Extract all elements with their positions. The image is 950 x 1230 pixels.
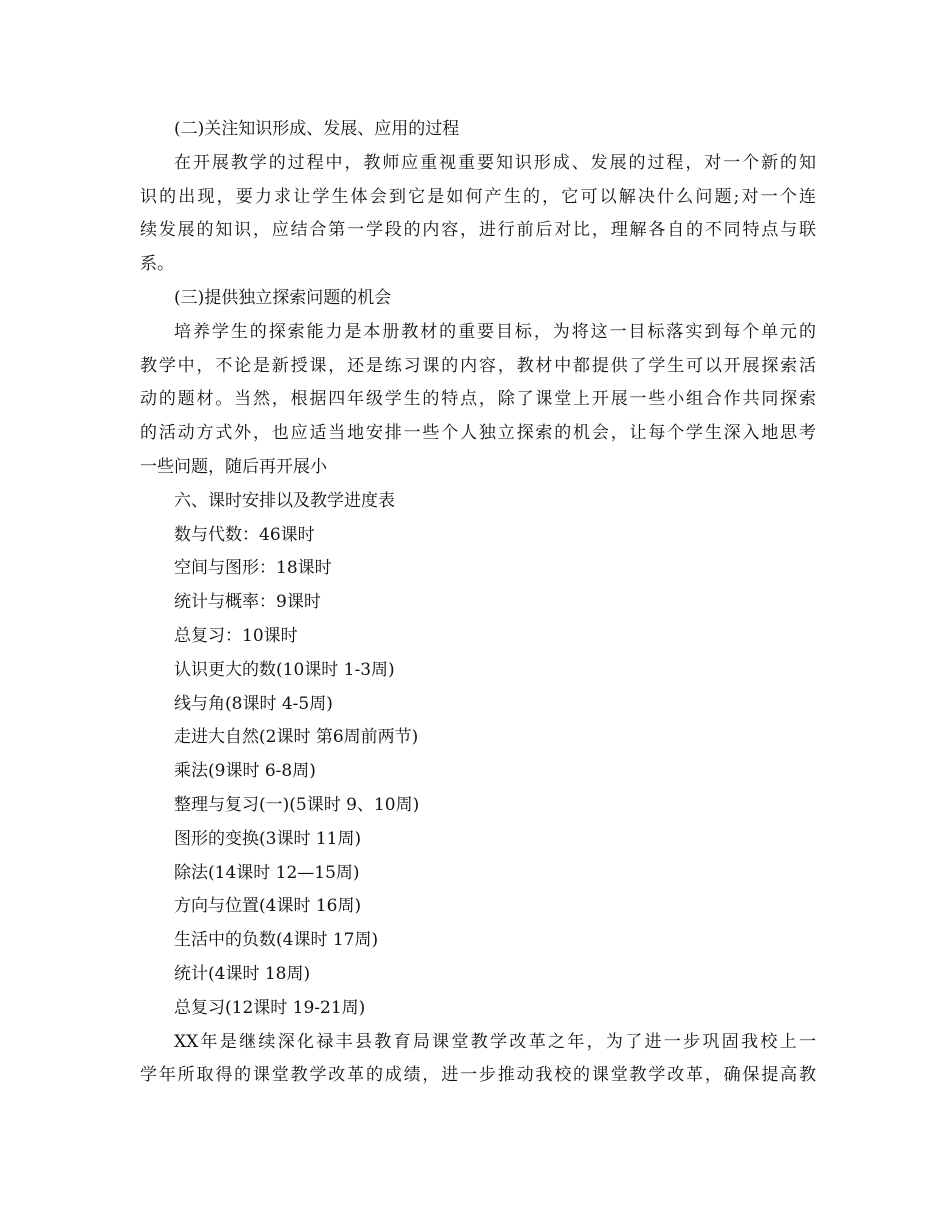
schedule-item: 统计与概率：9课时 <box>174 592 321 613</box>
paragraph-line: 识的出现，要力求让学生体会到它是如何产生的，它可以解决什么问题;对一个连 <box>140 186 816 207</box>
paragraph-line: 系。 <box>140 254 174 275</box>
schedule-item: 总复习：10课时 <box>174 625 298 646</box>
paragraph-line: 教学中，不论是新授课，还是练习课的内容，教材中都提供了学生可以开展探索活 <box>140 355 816 376</box>
paragraph-line: 培养学生的探索能力是本册教材的重要目标，为将这一目标落实到每个单元的 <box>174 321 816 342</box>
schedule-item: 乘法(9课时 6-8周) <box>174 761 316 782</box>
schedule-item: 认识更大的数(10课时 1-3周) <box>174 659 395 680</box>
schedule-item: 整理与复习(一)(5课时 9、10周) <box>174 794 420 815</box>
schedule-item: 总复习(12课时 19-21周) <box>174 997 366 1018</box>
schedule-list <box>140 519 816 1026</box>
paragraph-line: 续发展的知识，应结合第一学段的内容，进行前后对比，理解各自的不同特点与联 <box>140 220 816 241</box>
paragraph-line: 的活动方式外，也应适当地安排一些个人独立探索的机会，让每个学生深入地思考 <box>140 423 816 444</box>
section-six-heading: 六、课时安排以及教学进度表 <box>174 490 395 511</box>
section-three-paragraph <box>140 316 816 485</box>
paragraph-line: 动的题材。当然，根据四年级学生的特点，除了课堂上开展一些小组合作共同探索 <box>140 389 816 410</box>
section-two-paragraph <box>140 147 816 282</box>
schedule-item: 生活中的负数(4课时 17周) <box>174 930 379 951</box>
section-three-heading: (三)提供独立探索问题的机会 <box>174 287 392 308</box>
section-two-heading: (二)关注知识形成、发展、应用的过程 <box>174 119 460 139</box>
paragraph-line: 学年所取得的课堂教学改革的成绩，进一步推动我校的课堂教学改革，确保提高教 <box>140 1065 816 1086</box>
schedule-item: 走进大自然(2课时 第6周前两节) <box>174 727 419 748</box>
paragraph-line: 在开展教学的过程中，教师应重视重要知识形成、发展的过程，对一个新的知 <box>174 152 816 173</box>
schedule-item: 线与角(8课时 4-5周) <box>174 693 333 714</box>
schedule-item: 数与代数：46课时 <box>174 524 315 545</box>
schedule-item: 除法(14课时 12—15周) <box>174 862 360 883</box>
paragraph-line: 一些问题，随后再开展小 <box>140 456 327 477</box>
closing-paragraph <box>140 1026 816 1094</box>
schedule-item: 方向与位置(4课时 16周) <box>174 896 362 917</box>
paragraph-line: XX年是继续深化禄丰县教育局课堂教学改革之年，为了进一步巩固我校上一 <box>174 1031 816 1052</box>
schedule-item: 统计(4课时 18周) <box>174 963 311 984</box>
schedule-item: 空间与图形：18课时 <box>174 558 332 579</box>
schedule-item: 图形的变换(3课时 11周) <box>174 828 362 849</box>
